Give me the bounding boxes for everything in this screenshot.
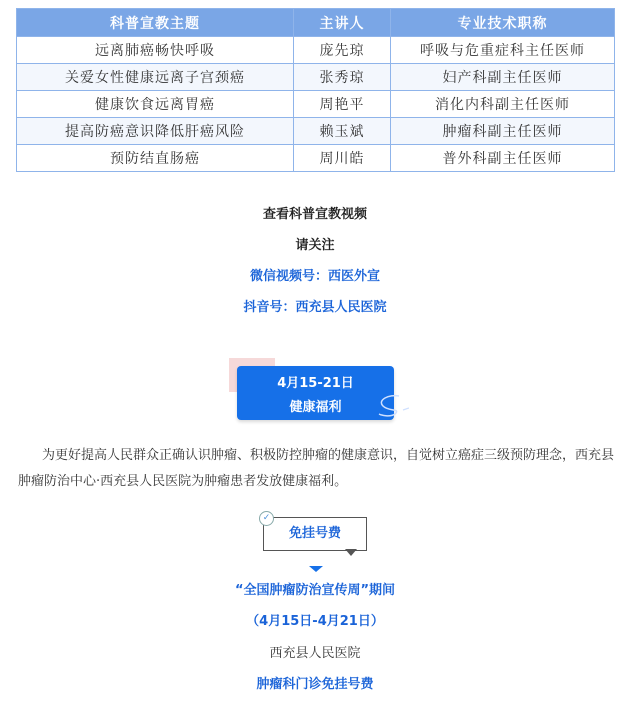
- hospital-name: 西充县人民医院: [269, 646, 361, 661]
- follow-label: 请关注: [295, 238, 335, 253]
- cell-title: 普外科副主任医师: [391, 145, 615, 172]
- douyin-account: 抖音号：西充县人民医院: [243, 300, 387, 315]
- lecture-table: [16, 8, 615, 172]
- check-circle-icon: ✓: [259, 511, 274, 526]
- badge-title: 健康福利: [289, 400, 342, 415]
- cell-title: 呼吸与危重症科主任医师: [391, 37, 615, 64]
- welfare-paragraph: 为更好提高人民群众正确认识肿瘤、积极防控肿瘤的健康意识，自觉树立癌症三级预防理念，西充县肿瘤防治中心·西充县人民医院为肿瘤患者发放健康福利。: [18, 448, 615, 489]
- event-dates: （4月15日-4月21日）: [246, 614, 384, 629]
- cell-topic: 关爱女性健康远离子宫颈癌: [17, 64, 294, 91]
- wechat-channel: 微信视频号：西医外宣: [249, 269, 380, 284]
- cell-title: 妇产科副主任医师: [391, 64, 615, 91]
- cell-topic: 远离肺癌畅快呼吸: [17, 37, 294, 64]
- table-row: [17, 145, 615, 172]
- table-header-row: [17, 9, 615, 37]
- badge-date: 4月15-21日: [277, 376, 354, 391]
- header-topic: 科普宣教主题: [17, 9, 294, 37]
- free-registration-label: 免挂号费: [263, 517, 367, 551]
- header-speaker: 主讲人: [294, 9, 391, 37]
- cell-topic: 预防结直肠癌: [17, 145, 294, 172]
- cell-topic: 健康饮食远离胃癌: [17, 91, 294, 118]
- cell-title: 肿瘤科副主任医师: [391, 118, 615, 145]
- welfare-badge: [229, 358, 399, 422]
- speech-tail-icon: [345, 549, 357, 556]
- table-row: [17, 64, 615, 91]
- down-arrow-icon: [309, 566, 323, 572]
- cell-speaker: 庞先琼: [294, 37, 391, 64]
- event-name: “全国肿瘤防治宣传周”期间: [234, 583, 396, 598]
- free-offer: 肿瘤科门诊免挂号费: [256, 677, 374, 692]
- free-registration-callout: [259, 511, 374, 561]
- cell-topic: 提高防癌意识降低肝癌风险: [17, 118, 294, 145]
- cell-speaker: 张秀琼: [294, 64, 391, 91]
- table-row: [17, 37, 615, 64]
- cell-speaker: 周艳平: [294, 91, 391, 118]
- table-row: [17, 118, 615, 145]
- cell-speaker: 周川皓: [294, 145, 391, 172]
- table-row: [17, 91, 615, 118]
- video-heading: 查看科普宣教视频: [262, 207, 367, 222]
- header-title: 专业技术职称: [391, 9, 615, 37]
- cell-title: 消化内科副主任医师: [391, 91, 615, 118]
- cell-speaker: 赖玉斌: [294, 118, 391, 145]
- swirl-decoration-icon: [369, 390, 409, 420]
